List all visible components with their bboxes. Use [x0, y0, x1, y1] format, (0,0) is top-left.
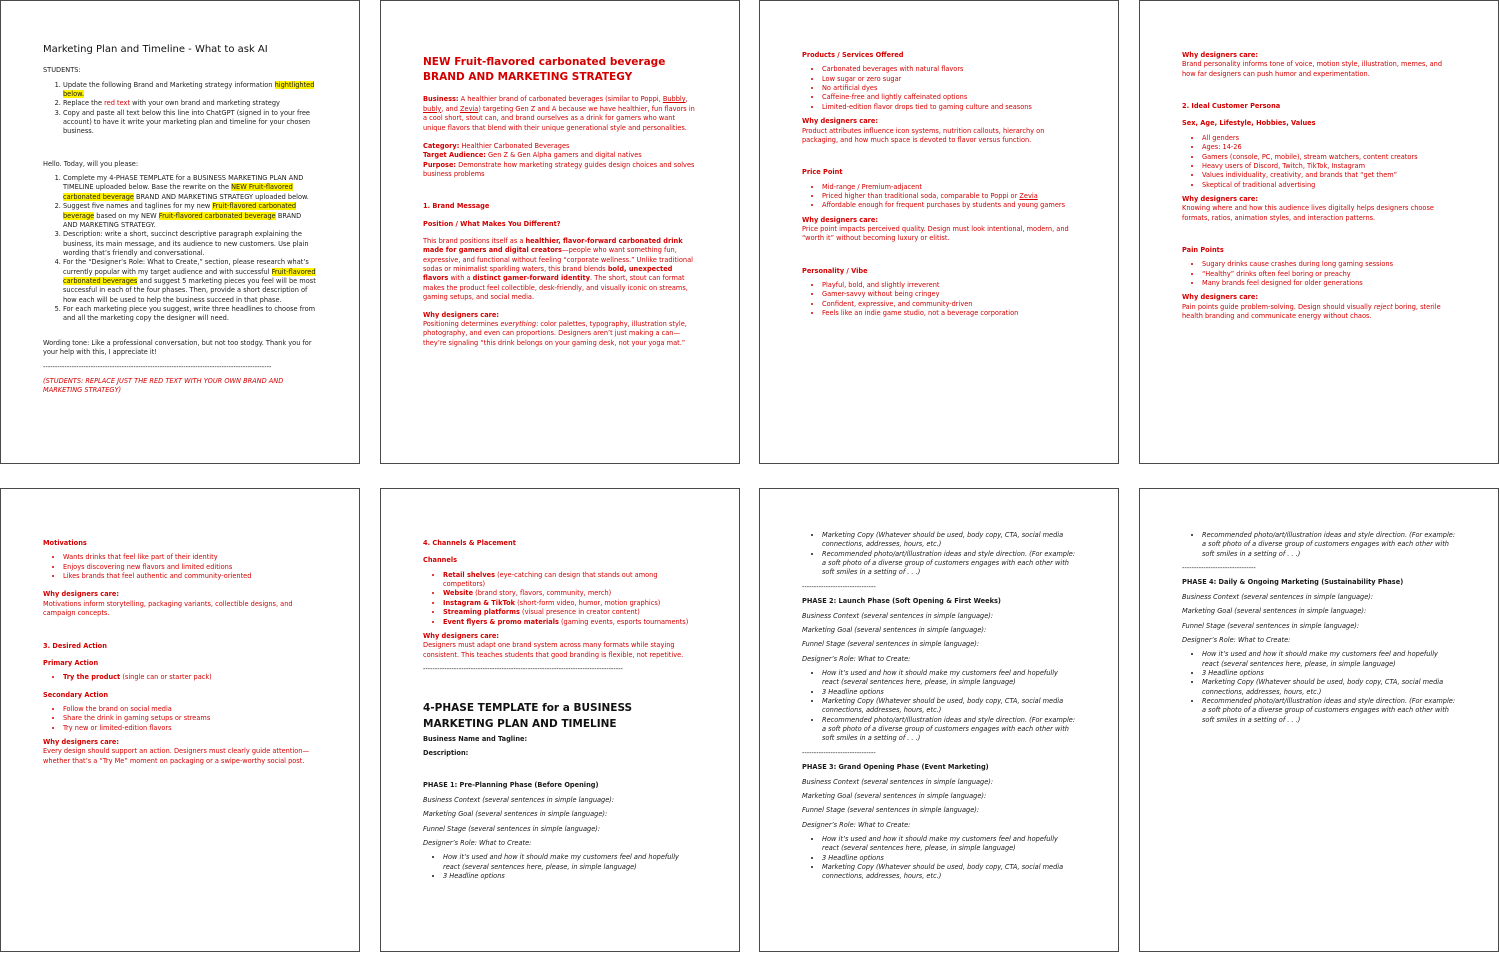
- primary-action-list: [43, 673, 317, 682]
- designer-role-list: [1182, 531, 1456, 559]
- document-page-3: [759, 0, 1119, 464]
- list-item: • Enjoys discovering new flavors and limited editions: [63, 563, 317, 572]
- list-item: 3. Description: write a short, succinct descriptive paragraph explaining the business, its main message, and its audience to new customers. Use plain wording that’s friendly and conversational.: [63, 230, 317, 258]
- list-item: • Carbonated beverages with natural flavors: [822, 65, 1076, 74]
- section-heading: Products / Services Offered: [802, 51, 904, 59]
- section-heading: Motivations: [43, 539, 87, 547]
- list-item: • Recommended photo/art/illustration ideas and style direction. (For example: a soft photo of a diverse group of customers engages with each other with soft smiles in a setting of . . .): [1202, 697, 1456, 725]
- position-paragraph: This brand positions itself as a healthier, flavor-forward carbonated drink made for gamers and digital creators—people who want something fun, expressive, and functional without feeling “corporate wellness.” Unlike traditional sodas or minimalist sparkling waters, this brand blends bold, unexpected flavors with a distinct gamer-forward identity. The short, stout can format makes the product feel collectible, desk-friendly, and visually iconic on streams, gaming setups, and social media.: [423, 237, 693, 302]
- phase-heading: PHASE 1: Pre-Planning Phase (Before Opening): [423, 781, 599, 790]
- list-item: • Website (brand story, flavors, community, merch): [443, 589, 697, 598]
- business-context-label: Business Context (several sentences in simple language):: [802, 777, 994, 786]
- designer-role-list: [1182, 650, 1456, 725]
- marketing-goal-label: Marketing Goal (several sentences in simple language):: [802, 625, 987, 634]
- list-item: • How it’s used and how it should make my customers feel and hopefully react (several sentences here, please, in simple language): [822, 835, 1076, 854]
- list-item: • “Healthy” drinks often feel boring or preachy: [1202, 270, 1456, 279]
- list-item: • Sugary drinks cause crashes during long gaming sessions: [1202, 260, 1456, 269]
- template-title: 4-PHASE TEMPLATE for a BUSINESS MARKETING PLAN AND TIMELINE: [423, 702, 633, 730]
- business-context-label: Business Context (several sentences in simple language):: [802, 611, 994, 620]
- list-item: • Ages: 14-26: [1202, 143, 1456, 152]
- designer-role-label: Designer’s Role: What to Create:: [802, 654, 911, 663]
- why-designers-care-label: Why designers care:: [802, 215, 879, 224]
- page-title: Marketing Plan and Timeline - What to ask AI: [43, 44, 268, 55]
- why-paragraph: Product attributes influence icon systems, nutrition callouts, hierarchy on packaging, and how much space is devoted to flavor versus function.: [802, 126, 1045, 144]
- designer-role-list: [802, 669, 1076, 744]
- subsection-heading: Position / What Makes You Different?: [423, 219, 561, 228]
- subsection-heading: Primary Action: [43, 658, 99, 667]
- designer-role-label: Designer’s Role: What to Create:: [1182, 635, 1291, 644]
- subsection-heading: Sex, Age, Lifestyle, Hobbies, Values: [1182, 119, 1316, 128]
- document-page-8: [1139, 488, 1499, 952]
- list-item: • Gamer-savvy without being cringey: [822, 290, 1076, 299]
- tone-note: Wording tone: Like a professional conversation, but not too stodgy. Thank you for your help with this, I appreciate it!: [43, 338, 312, 357]
- list-item: • Recommended photo/art/illustration ideas and style direction. (For example: a soft photo of a diverse group of customers engages with each other with soft smiles in a setting of . . .): [1202, 531, 1456, 559]
- list-item: • 3 Headline options: [1202, 669, 1456, 678]
- why-designers-care-label: Why designers care:: [802, 117, 879, 126]
- motivations-list: [43, 553, 317, 581]
- funnel-stage-label: Funnel Stage (several sentences in simple language):: [1182, 621, 1360, 630]
- separator: ------------------------------------------------------------------------------------: [423, 664, 623, 673]
- list-item: • Retail shelves (eye-catching can design that stands out among competitors): [443, 571, 697, 590]
- designer-role-label: Designer’s Role: What to Create:: [802, 820, 911, 829]
- list-item: • All genders: [1202, 134, 1456, 143]
- pain-points-list: [1182, 260, 1456, 288]
- separator: -------------------------------: [802, 582, 876, 591]
- marketing-goal-label: Marketing Goal (several sentences in simple language):: [423, 810, 608, 819]
- designer-role-label: Designer’s Role: What to Create:: [423, 838, 532, 847]
- why-designers-care-label: Why designers care:: [43, 590, 120, 599]
- list-item: • How it’s used and how it should make my customers feel and hopefully react (several sentences here, please, in simple language): [443, 853, 697, 872]
- list-item: • Streaming platforms (visual presence in creator content): [443, 608, 697, 617]
- list-item: • Skeptical of traditional advertising: [1202, 181, 1456, 190]
- business-context-label: Business Context (several sentences in simple language):: [423, 795, 615, 804]
- why-designers-care-label: Why designers care:: [43, 738, 120, 747]
- list-item: • Mid-range / Premium-adjacent: [822, 183, 1076, 192]
- why-paragraph: Price point impacts perceived quality. Design must look intentional, modern, and “worth it” without becoming luxury or elitist.: [802, 225, 1069, 243]
- why-paragraph: Knowing where and how this audience lives digitally helps designers choose formats, ratios, animation styles, and interaction patterns.: [1182, 204, 1434, 222]
- list-item: 2. Suggest five names and taglines for my new Fruit-flavored carbonated beverage based on my NEW Fruit-flavored carbonated beverage BRAND AND MARKETING STRATEGY.: [63, 202, 317, 230]
- student-steps-list: [43, 81, 317, 137]
- why-paragraph: Brand personality informs tone of voice, motion style, illustration, memes, and how far designers can push humor and experimentation.: [1182, 60, 1443, 78]
- section-heading: Price Point: [802, 168, 843, 177]
- why-designers-care-label: Why designers care:: [1182, 51, 1259, 59]
- list-item: • How it’s used and how it should make my customers feel and hopefully react (several sentences here, please, in simple language): [1202, 650, 1456, 669]
- business-paragraph: Business: A healthier brand of carbonated beverages (similar to Poppi, Bubbly, bubly, and Zevia) targeting Gen Z and A because we have healthier, fun flavors in a cool short, stout can, and brand ourselves as a drink for gamers who want unique flavors that blend with their unique generational style and personalities.: [423, 95, 695, 132]
- designer-role-list: [802, 835, 1076, 882]
- list-item: • Recommended photo/art/illustration ideas and style direction. (For example: a soft photo of a diverse group of customers engages with each other with soft smiles in a setting of . . .): [822, 550, 1076, 578]
- subsection-heading: Secondary Action: [43, 690, 109, 699]
- secondary-action-list: [43, 705, 317, 733]
- replace-note: (STUDENTS: REPLACE JUST THE RED TEXT WITH YOUR OWN BRAND AND MARKETING STRATEGY): [43, 376, 284, 395]
- funnel-stage-label: Funnel Stage (several sentences in simple language):: [802, 806, 980, 815]
- document-page-7: [759, 488, 1119, 952]
- list-item: • 3 Headline options: [822, 854, 1076, 863]
- list-item: • Heavy users of Discord, Twitch, TikTok, Instagram: [1202, 162, 1456, 171]
- list-item: • Limited-edition flavor drops tied to gaming culture and seasons: [822, 103, 1076, 112]
- designer-role-list: [802, 531, 1076, 578]
- persona-list: [1182, 134, 1456, 190]
- category-line: Category: Healthier Carbonated Beverages: [423, 141, 570, 150]
- separator: -------------------------------: [802, 748, 876, 757]
- list-item: • Event flyers & promo materials (gaming events, esports tournaments): [443, 618, 697, 627]
- why-designers-care-label: Why designers care:: [423, 631, 500, 640]
- list-item: 1. Complete my 4-PHASE TEMPLATE for a BUSINESS MARKETING PLAN AND TIMELINE uploaded below. Base the rewrite on the NEW Fruit-flavored carbonated beverage BRAND AND MARKETING STRATEGY uploaded below.: [63, 174, 317, 202]
- section-heading: 2. Ideal Customer Persona: [1182, 102, 1281, 111]
- list-item: 4. For the “Designer’s Role: What to Create,” section, please research what’s currently popular with my target audience and with successful Fruit-flavored carbonated beverages and suggest 5 marketing pieces you feel will be most successful in each of the four phases. Then, provide a short description of how each will be used to help the business succeed in that phase.: [63, 258, 317, 305]
- list-item: • Confident, expressive, and community-driven: [822, 300, 1076, 309]
- greeting: Hello. Today, will you please:: [43, 159, 139, 168]
- list-item: • Marketing Copy (Whatever should be used, body copy, CTA, social media connections, addresses, hours, etc.): [822, 697, 1076, 716]
- why-designers-care-label: Why designers care:: [423, 310, 500, 319]
- document-page-1: [0, 0, 360, 464]
- funnel-stage-label: Funnel Stage (several sentences in simple language):: [802, 640, 980, 649]
- list-item: • Feels like an indie game studio, not a beverage corporation: [822, 309, 1076, 318]
- list-item: • Playful, bold, and slightly irreverent: [822, 281, 1076, 290]
- list-item: • Many brands feel designed for older generations: [1202, 279, 1456, 288]
- section-heading: Pain Points: [1182, 246, 1224, 255]
- list-item: • Priced higher than traditional soda, comparable to Poppi or Zevia: [822, 192, 1076, 201]
- list-item: • Likes brands that feel authentic and community-oriented: [63, 572, 317, 581]
- list-item: • Instagram & TikTok (short-form video, humor, motion graphics): [443, 599, 697, 608]
- audience-line: Target Audience: Gen Z & Gen Alpha gamers and digital natives: [423, 151, 642, 160]
- list-item: • Share the drink in gaming setups or streams: [63, 714, 317, 723]
- channels-list: [423, 571, 697, 627]
- list-item: • Low sugar or zero sugar: [822, 75, 1076, 84]
- purpose-line: Purpose: Demonstrate how marketing strategy guides design choices and solves business problems: [423, 160, 695, 178]
- list-item: 2. Replace the red text with your own brand and marketing strategy: [63, 99, 317, 108]
- why-designers-care-label: Why designers care:: [1182, 194, 1259, 203]
- description-label: Description:: [423, 749, 469, 758]
- products-list: [802, 65, 1076, 112]
- business-name-label: Business Name and Tagline:: [423, 734, 528, 743]
- request-list: [43, 174, 317, 324]
- list-item: 3. Copy and paste all text below this line into ChatGPT (signed in to your free account) to have it write your marketing plan and timeline for your chosen business.: [63, 109, 317, 137]
- list-item: • 3 Headline options: [822, 688, 1076, 697]
- business-context-label: Business Context (several sentences in simple language):: [1182, 592, 1374, 601]
- list-item: • Values individuality, creativity, and brands that “get them”: [1202, 171, 1456, 180]
- section-heading: 3. Desired Action: [43, 641, 107, 650]
- designer-role-list: [423, 853, 697, 881]
- section-heading: 4. Channels & Placement: [423, 539, 516, 547]
- list-item: • Wants drinks that feel like part of their identity: [63, 553, 317, 562]
- list-item: • Caffeine-free and lightly caffeinated options: [822, 93, 1076, 102]
- funnel-stage-label: Funnel Stage (several sentences in simple language):: [423, 824, 601, 833]
- list-item: • Marketing Copy (Whatever should be used, body copy, CTA, social media connections, addresses, hours, etc.): [822, 531, 1076, 550]
- why-paragraph: Positioning determines everything: color palettes, typography, illustration style, photography, and even can proportions. Designers aren’t just making a can—they’re signaling “this drink belongs on your gaming desk, not your yoga mat.”: [423, 319, 687, 347]
- document-page-5: [0, 488, 360, 952]
- list-item: • Marketing Copy (Whatever should be used, body copy, CTA, social media connections, addresses, hours, etc.): [822, 863, 1076, 882]
- vibe-list: [802, 281, 1076, 318]
- phase-heading: PHASE 2: Launch Phase (Soft Opening & First Weeks): [802, 597, 1001, 606]
- students-label: STUDENTS:: [43, 66, 81, 75]
- section-heading: Personality / Vibe: [802, 266, 868, 275]
- list-item: • How it’s used and how it should make my customers feel and hopefully react (several sentences here, please, in simple language): [822, 669, 1076, 688]
- list-item: • Follow the brand on social media: [63, 705, 317, 714]
- why-paragraph: Motivations inform storytelling, packaging variants, collectible designs, and campaign concepts.: [43, 599, 293, 618]
- list-item: • Try new or limited-edition flavors: [63, 724, 317, 733]
- marketing-goal-label: Marketing Goal (several sentences in simple language):: [802, 791, 987, 800]
- list-item: • Affordable enough for frequent purchases by students and young gamers: [822, 201, 1076, 210]
- subsection-heading: Channels: [423, 556, 458, 565]
- why-designers-care-label: Why designers care:: [1182, 293, 1259, 302]
- why-paragraph: Pain points guide problem-solving. Design should visually reject boring, sterile health branding and communicate energy without chaos.: [1182, 302, 1441, 321]
- list-item: • Marketing Copy (Whatever should be used, body copy, CTA, social media connections, addresses, hours, etc.): [1202, 678, 1456, 697]
- separator: -------------------------------: [1182, 564, 1256, 573]
- marketing-goal-label: Marketing Goal (several sentences in simple language):: [1182, 607, 1367, 616]
- list-item: • 3 Headline options: [443, 872, 697, 881]
- why-paragraph: Every design should support an action. Designers must clearly guide attention—whether that’s a “Try Me” moment on packaging or a swipe-worthy social post.: [43, 747, 310, 765]
- list-item: • Recommended photo/art/illustration ideas and style direction. (For example: a soft photo of a diverse group of customers engages with each other with soft smiles in a setting of . . .): [822, 716, 1076, 744]
- list-item: 1. Update the following Brand and Marketing strategy information hightlighted below.: [63, 81, 317, 100]
- document-page-4: [1139, 0, 1499, 464]
- price-list: [802, 183, 1076, 211]
- list-item: • Try the product (single can or starter pack): [63, 673, 317, 682]
- strategy-title: NEW Fruit-flavored carbonated beverage BRAND AND MARKETING STRATEGY: [423, 56, 666, 84]
- document-page-6: [380, 488, 740, 952]
- list-item: • No artificial dyes: [822, 84, 1076, 93]
- section-heading: 1. Brand Message: [423, 202, 490, 211]
- phase-heading: PHASE 4: Daily & Ongoing Marketing (Sustainability Phase): [1182, 578, 1404, 587]
- separator: ------------------------------------------------------------------------------------------------: [43, 362, 272, 371]
- why-paragraph: Designers must adapt one brand system across many formats while staying consistent. This teaches students that good branding is flexible, not repetitive.: [423, 641, 684, 659]
- list-item: 5. For each marketing piece you suggest, write three headlines to choose from and all the marketing copy the designer will need.: [63, 305, 317, 324]
- list-item: • Gamers (console, PC, mobile), stream watchers, content creators: [1202, 153, 1456, 162]
- phase-heading: PHASE 3: Grand Opening Phase (Event Marketing): [802, 763, 989, 772]
- document-page-2: [380, 0, 740, 464]
